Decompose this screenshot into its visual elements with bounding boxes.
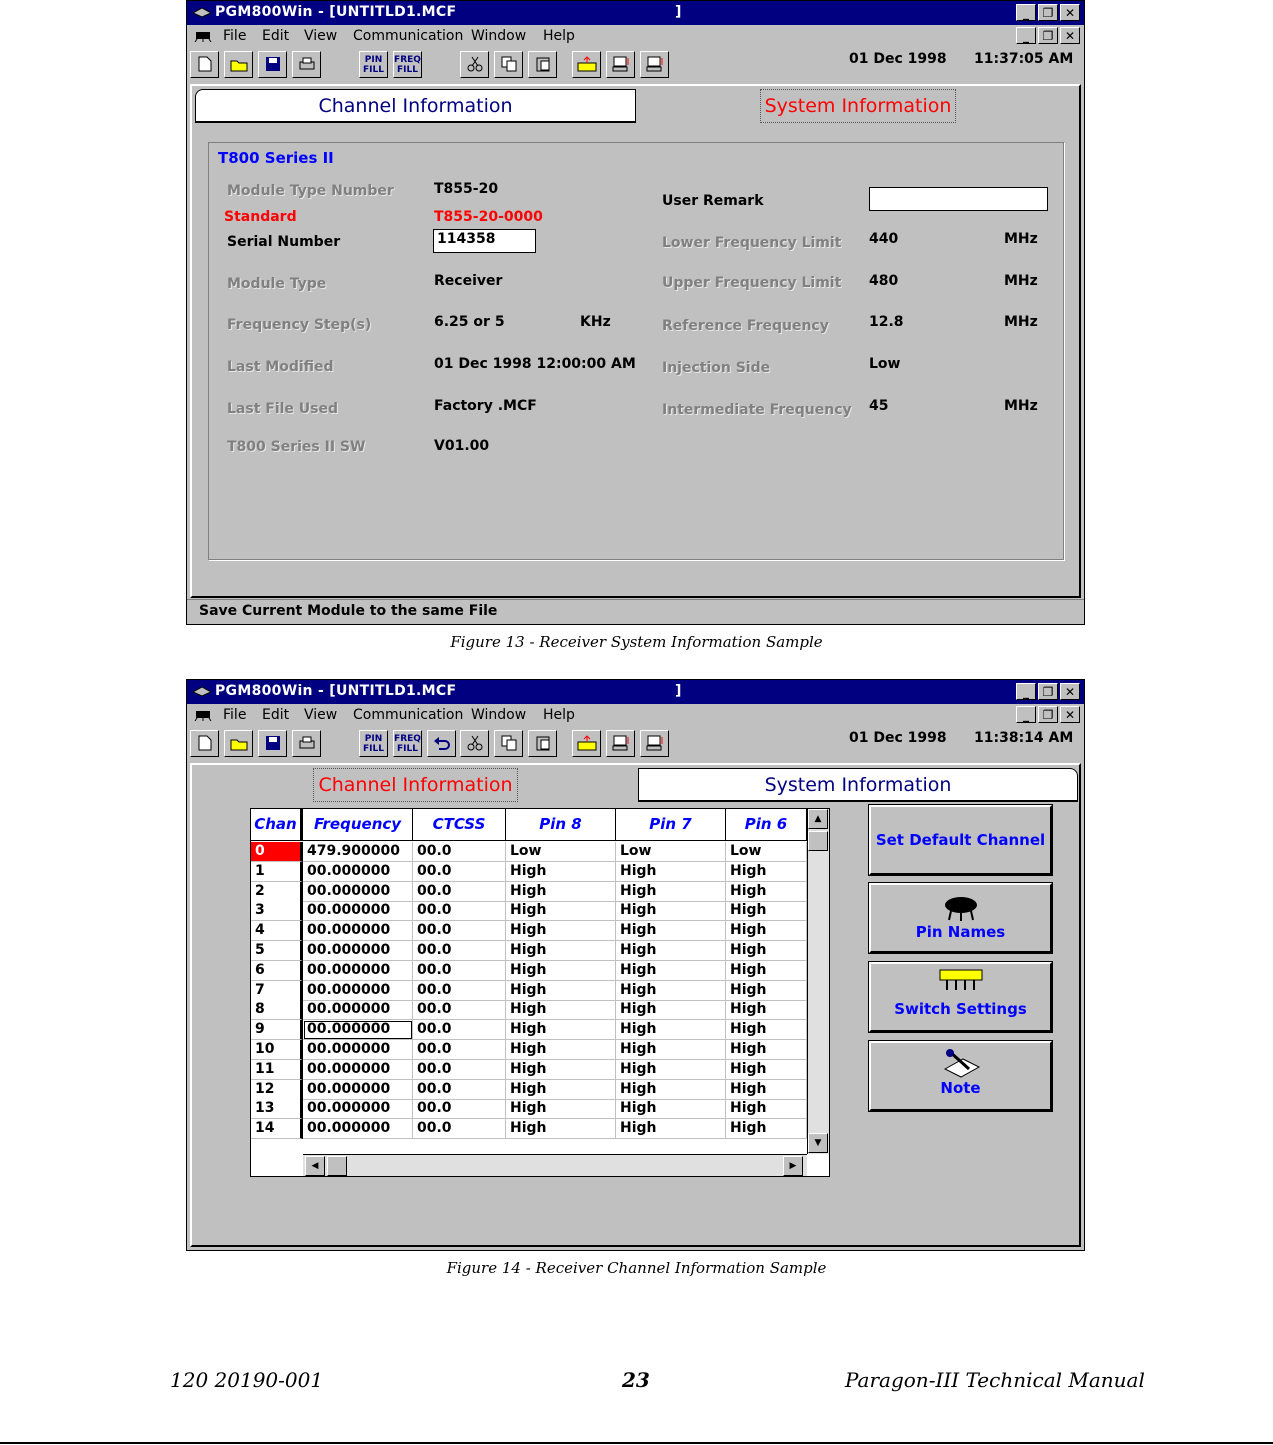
- table-cell[interactable]: High: [506, 941, 616, 961]
- doc-close-icon[interactable]: ✕: [1060, 706, 1080, 723]
- figure-13-caption: Figure 13 - Receiver System Information Sample: [450, 633, 823, 651]
- table-cell[interactable]: High: [616, 1060, 726, 1080]
- tabbed-panel-2: [190, 763, 1081, 1247]
- table-cell[interactable]: High: [506, 1119, 616, 1139]
- doc-minimize-icon[interactable]: _: [1016, 706, 1036, 723]
- paste-button[interactable]: [528, 730, 557, 757]
- vertical-scrollbar[interactable]: [807, 809, 830, 1154]
- computer-up-icon: [646, 735, 664, 751]
- table-cell[interactable]: 11: [251, 1060, 303, 1080]
- table-cell[interactable]: High: [506, 981, 616, 1001]
- intermediate-frequency-value: 45: [869, 398, 889, 414]
- channel-grid[interactable]: [250, 808, 830, 1177]
- standard-label: Standard: [224, 209, 297, 225]
- doc-number: 120 20190-001: [170, 1368, 324, 1392]
- open-folder-icon: [230, 56, 248, 72]
- lower-frequency-limit-label: Lower Frequency Limit: [662, 235, 842, 251]
- table-cell[interactable]: 479.900000: [303, 842, 413, 862]
- menu-bar: [187, 25, 1084, 47]
- print-button[interactable]: [292, 730, 321, 757]
- table-cell[interactable]: High: [506, 882, 616, 902]
- table-cell[interactable]: Low: [726, 842, 807, 862]
- table-cell[interactable]: High: [726, 941, 807, 961]
- menu-file[interactable]: File: [223, 28, 247, 44]
- switch-settings-label: Switch Settings: [894, 1000, 1027, 1018]
- upper-frequency-limit-unit: MHz: [1004, 273, 1038, 289]
- doc-restore-icon[interactable]: ❐: [1038, 27, 1058, 44]
- table-cell[interactable]: High: [616, 1099, 726, 1119]
- table-cell[interactable]: 00.0: [413, 1099, 506, 1119]
- table-cell[interactable]: 14: [251, 1119, 303, 1139]
- set-default-channel-button[interactable]: [869, 805, 1052, 875]
- new-file-button[interactable]: [190, 51, 219, 78]
- user-remark-label: User Remark: [662, 193, 764, 209]
- last-modified-label: Last Modified: [227, 359, 334, 375]
- table-cell[interactable]: High: [616, 1040, 726, 1060]
- program-module-button[interactable]: [572, 730, 601, 757]
- frequency-step-unit: KHz: [580, 314, 611, 330]
- serial-number-label: Serial Number: [227, 234, 341, 250]
- tab-system-information[interactable]: System Information: [638, 89, 1078, 123]
- frequency-step-value: 6.25 or 5: [434, 314, 505, 330]
- doc-minimize-icon[interactable]: _: [1016, 27, 1036, 44]
- tab-system-information[interactable]: System Information: [638, 768, 1078, 802]
- table-cell[interactable]: 2: [251, 882, 303, 902]
- table-cell[interactable]: 4: [251, 921, 303, 941]
- menu-help[interactable]: Help: [543, 28, 575, 44]
- table-cell[interactable]: 00.0: [413, 981, 506, 1001]
- footer-divider: [0, 1442, 1273, 1444]
- save-button[interactable]: [258, 51, 287, 78]
- clipboard-icon: [535, 735, 551, 751]
- new-file-icon: [198, 735, 212, 751]
- table-cell[interactable]: High: [726, 1020, 807, 1040]
- menu-window[interactable]: Window: [471, 28, 527, 44]
- table-cell[interactable]: High: [616, 961, 726, 981]
- table-cell[interactable]: High: [506, 921, 616, 941]
- table-cell[interactable]: High: [616, 921, 726, 941]
- restore-icon[interactable]: ❐: [1038, 683, 1058, 700]
- pin-names-label: Pin Names: [915, 923, 1006, 941]
- pin-fill-button[interactable]: PIN FILL: [359, 730, 388, 757]
- freq-fill-button[interactable]: FREQ FILL: [393, 51, 422, 78]
- table-cell[interactable]: High: [616, 1000, 726, 1020]
- save-disk-icon: [265, 56, 281, 72]
- title-bar-2[interactable]: [187, 680, 1084, 704]
- figure-14-caption: Figure 14 - Receiver Channel Information Sample: [446, 1259, 827, 1277]
- table-cell[interactable]: Low: [616, 842, 726, 862]
- pin-fill-button[interactable]: PIN FILL: [359, 51, 388, 78]
- intermediate-frequency-unit: MHz: [1004, 398, 1038, 414]
- menu-communication[interactable]: Communication: [353, 28, 464, 44]
- table-cell[interactable]: 00.000000: [303, 862, 413, 882]
- table-cell[interactable]: 00.000000: [303, 1020, 413, 1040]
- save-disk-icon: [265, 735, 281, 751]
- software-version-value: V01.00: [434, 438, 490, 454]
- scroll-thumb-horizontal[interactable]: [327, 1156, 347, 1176]
- minimize-icon[interactable]: _: [1016, 4, 1036, 21]
- table-cell[interactable]: High: [506, 961, 616, 981]
- open-file-button[interactable]: [224, 51, 253, 78]
- table-cell[interactable]: 00.0: [413, 921, 506, 941]
- table-cell[interactable]: 00.000000: [303, 882, 413, 902]
- injection-side-value: Low: [869, 356, 901, 372]
- last-file-used-value: Factory .MCF: [434, 398, 537, 414]
- table-cell[interactable]: 00.000000: [303, 1099, 413, 1119]
- pin-names-button[interactable]: [869, 883, 1052, 953]
- table-cell[interactable]: 00.0: [413, 1119, 506, 1139]
- table-cell[interactable]: High: [726, 921, 807, 941]
- table-cell[interactable]: 00.000000: [303, 941, 413, 961]
- table-cell[interactable]: High: [616, 981, 726, 1001]
- close-icon[interactable]: ✕: [1060, 4, 1080, 21]
- table-cell[interactable]: 5: [251, 941, 303, 961]
- chip-icon: [193, 7, 211, 18]
- column-header[interactable]: Chan: [251, 809, 303, 841]
- lower-frequency-limit-value: 440: [869, 231, 899, 247]
- scroll-left-icon[interactable]: ◀: [305, 1156, 325, 1176]
- table-cell[interactable]: High: [506, 1099, 616, 1119]
- window-system-info: [186, 0, 1085, 625]
- print-button[interactable]: [292, 51, 321, 78]
- note-button[interactable]: [869, 1041, 1052, 1111]
- manual-title: Paragon-III Technical Manual: [845, 1368, 1145, 1392]
- table-cell[interactable]: 00.000000: [303, 1080, 413, 1100]
- table-cell[interactable]: High: [726, 882, 807, 902]
- table-cell[interactable]: 1: [251, 862, 303, 882]
- restore-icon[interactable]: ❐: [1038, 4, 1058, 21]
- menu-communication[interactable]: Communication: [353, 707, 464, 723]
- tabbed-panel: [190, 84, 1081, 598]
- window-channel-info: [186, 679, 1085, 1251]
- table-cell[interactable]: High: [726, 1060, 807, 1080]
- menu-bar-2: [187, 704, 1084, 726]
- table-cell[interactable]: 00.000000: [303, 1119, 413, 1139]
- table-cell[interactable]: 00.000000: [303, 1000, 413, 1020]
- table-cell[interactable]: 00.000000: [303, 1040, 413, 1060]
- tab-channel-information[interactable]: Channel Information: [195, 768, 636, 802]
- table-cell[interactable]: High: [506, 862, 616, 882]
- printer-icon: [298, 735, 316, 751]
- table-cell[interactable]: 00.0: [413, 961, 506, 981]
- horizontal-scrollbar[interactable]: [303, 1154, 807, 1177]
- table-cell[interactable]: 3: [251, 901, 303, 921]
- menu-edit[interactable]: Edit: [262, 28, 290, 44]
- toolbar: [187, 47, 1084, 79]
- window-title: PGM800Win - [UNTITLD1.MCF: [215, 683, 457, 699]
- open-file-button[interactable]: [224, 730, 253, 757]
- table-cell[interactable]: High: [726, 1040, 807, 1060]
- table-cell[interactable]: 00.0: [413, 1080, 506, 1100]
- table-cell[interactable]: High: [616, 901, 726, 921]
- last-modified-value: 01 Dec 1998 12:00:00 AM: [434, 356, 636, 372]
- table-cell[interactable]: High: [506, 901, 616, 921]
- status-text: Save Current Module to the same File: [199, 603, 498, 619]
- column-header[interactable]: Pin 6: [726, 809, 807, 841]
- column-header[interactable]: Pin 7: [616, 809, 726, 841]
- paste-button[interactable]: [528, 51, 557, 78]
- dip-switch-icon: [938, 968, 984, 992]
- window-title-bracket: ]: [675, 4, 682, 20]
- table-cell[interactable]: 00.0: [413, 901, 506, 921]
- copy-button[interactable]: [494, 51, 523, 78]
- reference-frequency-label: Reference Frequency: [662, 318, 829, 334]
- date-display: 01 Dec 1998: [849, 51, 947, 67]
- module-type-number-value: T855-20: [434, 181, 499, 197]
- minimize-icon[interactable]: _: [1016, 683, 1036, 700]
- table-cell[interactable]: High: [616, 1020, 726, 1040]
- group-title: T800 Series II: [218, 149, 334, 167]
- table-cell[interactable]: High: [506, 1020, 616, 1040]
- user-remark-field[interactable]: [869, 187, 1048, 211]
- scroll-down-icon[interactable]: ▼: [808, 1133, 828, 1153]
- chip-icon: [193, 686, 211, 697]
- table-cell[interactable]: 00.0: [413, 842, 506, 862]
- menu-window[interactable]: Window: [471, 707, 527, 723]
- table-cell[interactable]: High: [726, 1000, 807, 1020]
- table-cell[interactable]: High: [726, 901, 807, 921]
- open-folder-icon: [230, 735, 248, 751]
- upper-frequency-limit-value: 480: [869, 273, 899, 289]
- reference-frequency-value: 12.8: [869, 314, 904, 330]
- copy-button[interactable]: [494, 730, 523, 757]
- table-cell[interactable]: High: [616, 882, 726, 902]
- table-cell[interactable]: 00.0: [413, 1000, 506, 1020]
- write-module-button[interactable]: [640, 730, 669, 757]
- computer-down-icon: [612, 735, 630, 751]
- table-cell[interactable]: 00.000000: [303, 1060, 413, 1080]
- table-cell[interactable]: High: [616, 1080, 726, 1100]
- freq-fill-button[interactable]: FREQ FILL: [393, 730, 422, 757]
- time-display: 11:38:14 AM: [974, 730, 1074, 746]
- standard-value: T855-20-0000: [434, 209, 543, 225]
- doc-close-icon[interactable]: ✕: [1060, 27, 1080, 44]
- save-button[interactable]: [258, 730, 287, 757]
- toolbar-2: [187, 726, 1084, 758]
- table-cell[interactable]: 00.0: [413, 1020, 506, 1040]
- chip-pins-icon: [941, 893, 981, 923]
- column-header[interactable]: Pin 8: [506, 809, 616, 841]
- computer-up-icon: [646, 56, 664, 72]
- table-cell[interactable]: 6: [251, 961, 303, 981]
- table-cell[interactable]: High: [726, 961, 807, 981]
- table-cell[interactable]: High: [726, 1099, 807, 1119]
- new-file-icon: [198, 56, 212, 72]
- copy-icon: [501, 56, 517, 72]
- table-cell[interactable]: Low: [506, 842, 616, 862]
- scissors-icon: [467, 56, 483, 72]
- program-module-button[interactable]: [572, 51, 601, 78]
- intermediate-frequency-label: Intermediate Frequency: [662, 402, 852, 418]
- reference-frequency-unit: MHz: [1004, 314, 1038, 330]
- module-upload-icon: [577, 56, 597, 72]
- cut-button[interactable]: [460, 51, 489, 78]
- module-type-number-label: Module Type Number: [227, 183, 394, 199]
- table-cell[interactable]: High: [506, 1040, 616, 1060]
- table-cell[interactable]: 00.0: [413, 941, 506, 961]
- lower-frequency-limit-unit: MHz: [1004, 231, 1038, 247]
- serial-number-field[interactable]: 114358: [433, 229, 536, 253]
- table-cell[interactable]: 12: [251, 1080, 303, 1100]
- table-cell[interactable]: High: [726, 981, 807, 1001]
- computer-down-icon: [612, 56, 630, 72]
- table-cell[interactable]: High: [616, 1119, 726, 1139]
- table-cell[interactable]: 00.0: [413, 862, 506, 882]
- upper-frequency-limit-label: Upper Frequency Limit: [662, 275, 842, 291]
- window-title-bracket: ]: [675, 683, 682, 699]
- copy-icon: [501, 735, 517, 751]
- software-version-label: T800 Series II SW: [227, 439, 366, 455]
- table-cell[interactable]: 00.000000: [303, 901, 413, 921]
- column-header[interactable]: CTCSS: [413, 809, 506, 841]
- cut-button[interactable]: [460, 730, 489, 757]
- undo-button[interactable]: [427, 730, 456, 757]
- table-cell[interactable]: 8: [251, 1000, 303, 1020]
- set-default-channel-label: Set Default Channel: [875, 831, 1046, 849]
- table-cell[interactable]: 00.000000: [303, 961, 413, 981]
- undo-arrow-icon: [433, 735, 451, 751]
- scroll-right-icon[interactable]: ▶: [783, 1156, 803, 1176]
- module-type-value: Receiver: [434, 273, 503, 289]
- injection-side-label: Injection Side: [662, 360, 771, 376]
- module-upload-icon: [577, 735, 597, 751]
- page-number: 23: [622, 1368, 650, 1392]
- table-cell[interactable]: 13: [251, 1099, 303, 1119]
- menu-file[interactable]: File: [223, 707, 247, 723]
- menu-view[interactable]: View: [304, 707, 338, 723]
- chip-menu-icon[interactable]: [193, 30, 213, 42]
- table-cell[interactable]: High: [616, 941, 726, 961]
- status-bar: [187, 599, 1084, 624]
- doc-restore-icon[interactable]: ❐: [1038, 706, 1058, 723]
- table-cell[interactable]: 9: [251, 1020, 303, 1040]
- window-title: PGM800Win - [UNTITLD1.MCF: [215, 4, 457, 20]
- note-label: Note: [940, 1079, 981, 1097]
- menu-view[interactable]: View: [304, 28, 338, 44]
- table-cell[interactable]: High: [506, 1060, 616, 1080]
- table-cell[interactable]: 00.000000: [303, 921, 413, 941]
- menu-edit[interactable]: Edit: [262, 707, 290, 723]
- table-cell[interactable]: High: [726, 1080, 807, 1100]
- scissors-icon: [467, 735, 483, 751]
- table-cell[interactable]: High: [506, 1000, 616, 1020]
- series-group-box: [208, 142, 1064, 560]
- close-icon[interactable]: ✕: [1060, 683, 1080, 700]
- printer-icon: [298, 56, 316, 72]
- table-cell[interactable]: High: [616, 862, 726, 882]
- write-module-button[interactable]: [640, 51, 669, 78]
- time-display: 11:37:05 AM: [974, 51, 1074, 67]
- table-cell[interactable]: 0: [251, 842, 303, 862]
- switch-settings-button[interactable]: [869, 962, 1052, 1032]
- last-file-used-label: Last File Used: [227, 401, 339, 417]
- table-cell[interactable]: 00.0: [413, 1040, 506, 1060]
- menu-help[interactable]: Help: [543, 707, 575, 723]
- table-cell[interactable]: 7: [251, 981, 303, 1001]
- note-pad-icon: [941, 1047, 981, 1079]
- table-cell[interactable]: 00.0: [413, 1060, 506, 1080]
- read-module-button[interactable]: [606, 730, 635, 757]
- new-file-button[interactable]: [190, 730, 219, 757]
- tab-channel-information[interactable]: Channel Information: [195, 89, 636, 123]
- table-cell[interactable]: 10: [251, 1040, 303, 1060]
- table-cell[interactable]: High: [506, 1080, 616, 1100]
- clipboard-icon: [535, 56, 551, 72]
- read-module-button[interactable]: [606, 51, 635, 78]
- table-cell[interactable]: 00.0: [413, 882, 506, 902]
- table-cell[interactable]: High: [726, 862, 807, 882]
- scroll-thumb-vertical[interactable]: [808, 831, 828, 851]
- table-cell[interactable]: 00.000000: [303, 981, 413, 1001]
- column-header[interactable]: Frequency: [303, 809, 413, 841]
- scroll-up-icon[interactable]: ▲: [808, 809, 828, 829]
- chip-menu-icon[interactable]: [193, 709, 213, 721]
- date-display: 01 Dec 1998: [849, 730, 947, 746]
- frequency-step-label: Frequency Step(s): [227, 317, 372, 333]
- title-bar[interactable]: [187, 1, 1084, 25]
- module-type-label: Module Type: [227, 276, 327, 292]
- table-cell[interactable]: High: [726, 1119, 807, 1139]
